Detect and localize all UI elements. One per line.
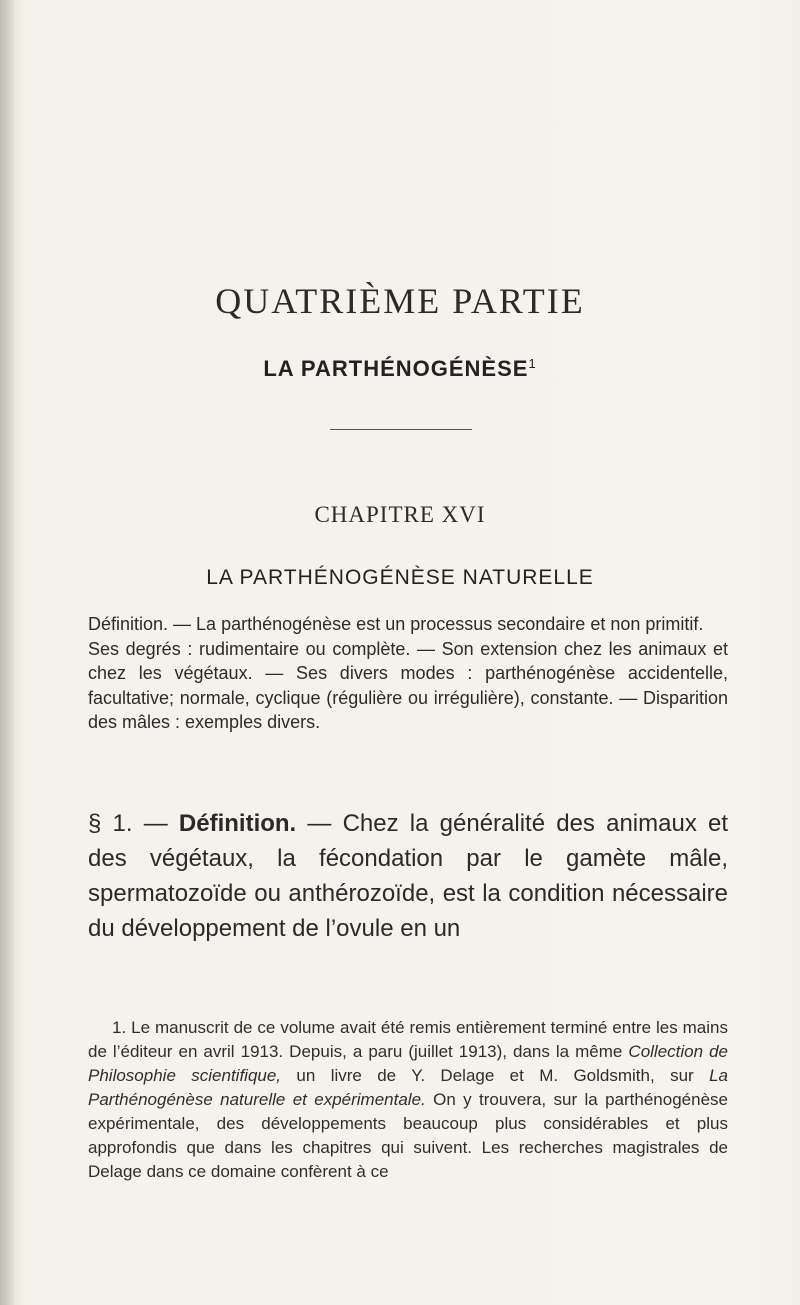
- section-text: — Chez la généralité des animaux et des végétaux, la fécondation par le gamète mâle, spermatozoïde ou anthérozoïde, est la condition nécessaire du développement de l’ovule en un: [88, 810, 729, 942]
- book-title-text: LA PARTHÉNOGÉNÈSE: [263, 356, 529, 381]
- divider-rule: [330, 429, 472, 430]
- footnote: [88, 1016, 728, 1184]
- part-title: QUATRIÈME PARTIE: [215, 281, 585, 321]
- footnote-marker: 1: [528, 356, 537, 371]
- section-paragraph: [88, 806, 728, 946]
- book-title: [0, 356, 800, 382]
- section-number: § 1. —: [88, 810, 168, 837]
- footnote-part-2: un livre de Y. Delage et M. Goldsmith, sur: [296, 1066, 694, 1085]
- chapter-number: CHAPITRE XVI: [314, 502, 486, 527]
- section-heading: Définition.: [178, 810, 297, 837]
- footnote-italic-2: La Parthénogénèse naturelle et expérimentale.: [88, 1066, 728, 1109]
- chapter-title: LA PARTHÉNOGÉNÈSE NATURELLE: [206, 566, 594, 589]
- chapter-summary: [88, 612, 728, 735]
- footnote-text: [88, 1016, 728, 1184]
- footnote-part-1: 1. Le manuscrit de ce volume avait été remis entièrement terminé entre les mains de l’éditeur en avril 1913. Depuis, a paru (juillet 1913), dans la même: [88, 1018, 728, 1061]
- section-body: [88, 806, 728, 946]
- page-edge: [0, 0, 14, 1305]
- footnote-part-3: On y trouvera, sur la parthénogénèse expérimentale, des développements beaucoup plus considérables et plus approfondis que dans les chapitres qui suivent. Les recherches magistrales de Delage dans ce domaine confèrent à ce: [88, 1090, 728, 1181]
- footnote-italic-1: Collection de Philosophie scientifique,: [88, 1042, 729, 1085]
- summary-line-1: Définition. — La parthénogénèse est un processus secondaire et non primitif.: [88, 614, 704, 634]
- summary-line-2: Ses degrés : rudimentaire ou complète. — Son extension chez les animaux et chez les végétaux. — Ses divers modes : parthénogénèse accidentelle, facultative; normale, cyclique (régulière ou irrégulière), constante. — Disparition des mâles : exemples divers.: [88, 638, 728, 732]
